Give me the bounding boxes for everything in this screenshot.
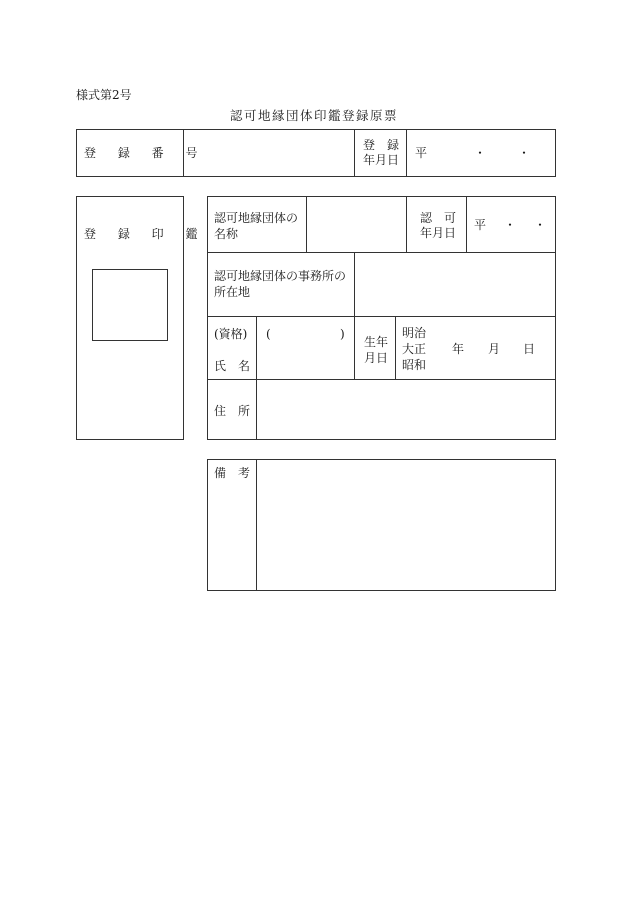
office-location-label: 認可地縁団体の事務所の 所在地: [214, 269, 347, 300]
birth-year-label: 年: [452, 342, 465, 356]
birth-date-label: 生年 月日: [364, 335, 389, 366]
approval-date-label-bottom: 年月日: [420, 226, 457, 240]
form-number: 様式第2号: [76, 88, 132, 102]
qualification-open-paren: (: [266, 327, 271, 341]
remarks-field[interactable]: [258, 461, 554, 589]
office-location-field[interactable]: [356, 254, 554, 314]
address-label: 住 所: [214, 404, 251, 418]
registration-number-field[interactable]: [185, 131, 352, 175]
org-name-label: 認可地縁団体の 名称: [214, 211, 299, 242]
registration-date-label-bottom: 年月日: [363, 153, 400, 167]
name-field[interactable]: [258, 318, 353, 377]
org-name-field[interactable]: [308, 198, 405, 250]
remarks-label: 備 考: [214, 466, 251, 480]
birth-date-field[interactable]: [397, 318, 554, 377]
seal-section-label: 登 録 印 鑑: [84, 227, 207, 241]
registration-number-label: 登 録 番 号: [84, 146, 207, 160]
registration-date-label-top: 登 録: [363, 138, 400, 152]
seal-stamp-area[interactable]: [92, 269, 168, 341]
approval-date-field[interactable]: [468, 198, 554, 250]
registration-date-field[interactable]: [430, 131, 554, 175]
qualification-close-paren: ): [340, 327, 345, 341]
qualification-label: (資格): [214, 327, 248, 341]
approval-date-label-top: 認 可: [420, 211, 457, 225]
registration-date-era: 平: [415, 146, 428, 160]
address-field[interactable]: [258, 381, 554, 438]
birth-day-label: 日: [523, 342, 536, 356]
name-label: 氏 名: [214, 359, 251, 373]
registration-date-dots: ・ ・: [474, 146, 541, 160]
birth-era-options: 明治 大正 昭和: [402, 326, 427, 373]
approval-date-value: 平 ・ ・: [474, 218, 550, 232]
birth-month-label: 月: [488, 342, 501, 356]
form-title: 認可地縁団体印鑑登録原票: [230, 108, 399, 123]
